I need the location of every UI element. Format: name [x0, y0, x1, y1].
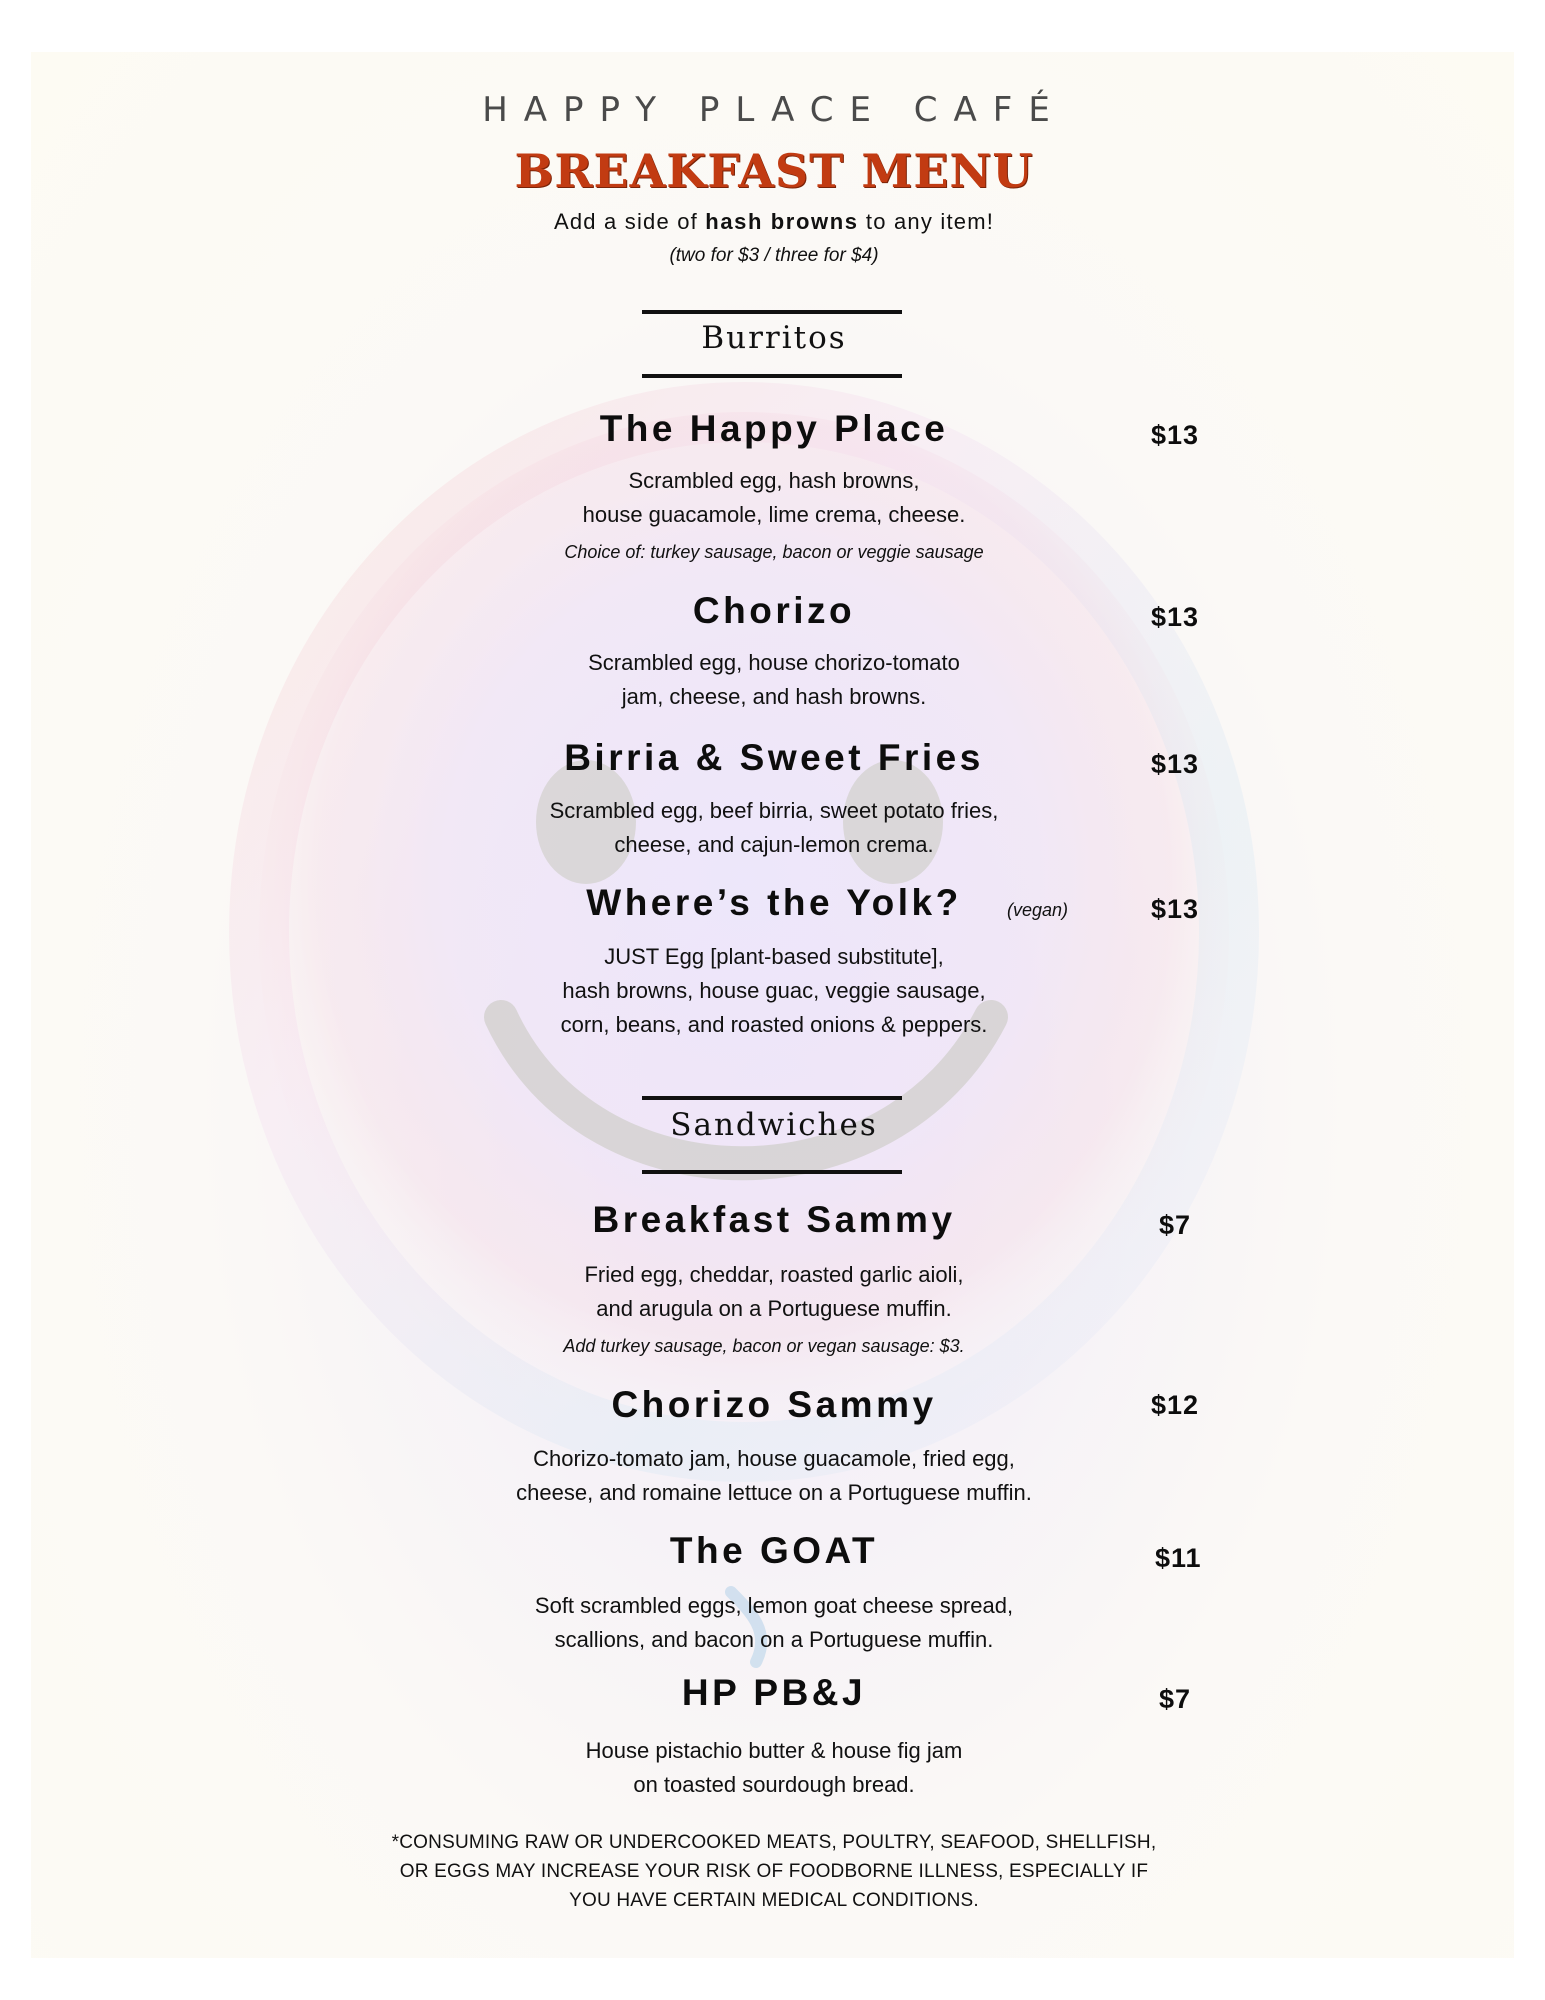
food-safety-disclaimer: *CONSUMING RAW OR UNDERCOOKED MEATS, POULTRY, SEAFOOD, SHELLFISH, OR EGGS MAY INCREASE YOUR RISK OF FOODBORNE ILLNESS, ESPECIALLY IF YOU HAVE CERTAIN MEDICAL CONDITIONS. [391, 1832, 1157, 1911]
cafe-name: HAPPY PLACE CAFÉ [482, 90, 1066, 130]
item-price: $12 [1151, 1390, 1200, 1420]
section-rule-bottom [642, 374, 902, 378]
item-name: Chorizo [692, 590, 856, 631]
item-price: $13 [1151, 749, 1200, 779]
item-price: $11 [1155, 1543, 1202, 1573]
item-description: House pistachio butter & house fig jam on toasted sourdough bread. [585, 1738, 963, 1797]
hash-browns-tagline: Add a side of hash browns to any item! [553, 209, 995, 234]
item-name: Where’s the Yolk? [586, 882, 962, 923]
section-title-sandwiches: Sandwiches [670, 1107, 878, 1143]
item-price: $13 [1151, 894, 1200, 924]
menu-page [31, 52, 1514, 1958]
item-note: Add turkey sausage, bacon or vegan sausage: $3. [563, 1336, 965, 1356]
item-price: $7 [1159, 1684, 1192, 1714]
item-description: Soft scrambled eggs, lemon goat cheese spread, scallions, and bacon on a Portuguese muffin. [534, 1593, 1014, 1652]
item-price: $13 [1151, 420, 1200, 450]
vegan-tag: (vegan) [1007, 900, 1069, 920]
section-title-burritos: Burritos [701, 320, 847, 356]
item-description: Fried egg, cheddar, roasted garlic aioli, and arugula on a Portuguese muffin. [584, 1262, 964, 1321]
item-name: HP PB&J [681, 1672, 867, 1713]
item-description: Scrambled egg, house chorizo-tomato jam, cheese, and hash browns. [588, 650, 960, 709]
item-description: Scrambled egg, beef birria, sweet potato fries, cheese, and cajun-lemon crema. [549, 798, 999, 857]
section-rule-top [642, 1096, 902, 1100]
item-name: The GOAT [669, 1530, 879, 1571]
item-name: Breakfast Sammy [592, 1199, 956, 1240]
menu-title: BREAKFAST MENU [514, 144, 1034, 198]
section-rule-top [642, 310, 902, 314]
hash-browns-price: (two for $3 / three for $4) [669, 245, 879, 266]
item-price: $7 [1159, 1210, 1192, 1240]
item-name: Chorizo Sammy [611, 1384, 937, 1425]
item-name: The Happy Place [599, 408, 949, 449]
item-description: JUST Egg [plant-based substitute], hash browns, house guac, veggie sausage, corn, beans, and roasted onions & peppers. [560, 944, 988, 1037]
item-description: Scrambled egg, hash browns, house guacamole, lime crema, cheese. [582, 468, 966, 527]
item-note: Choice of: turkey sausage, bacon or veggie sausage [564, 542, 984, 562]
item-description: Chorizo-tomato jam, house guacamole, fried egg, cheese, and romaine lettuce on a Portuguese muffin. [516, 1446, 1032, 1505]
section-rule-bottom [642, 1170, 902, 1174]
item-name: Birria & Sweet Fries [564, 737, 984, 778]
item-price: $13 [1151, 602, 1200, 632]
